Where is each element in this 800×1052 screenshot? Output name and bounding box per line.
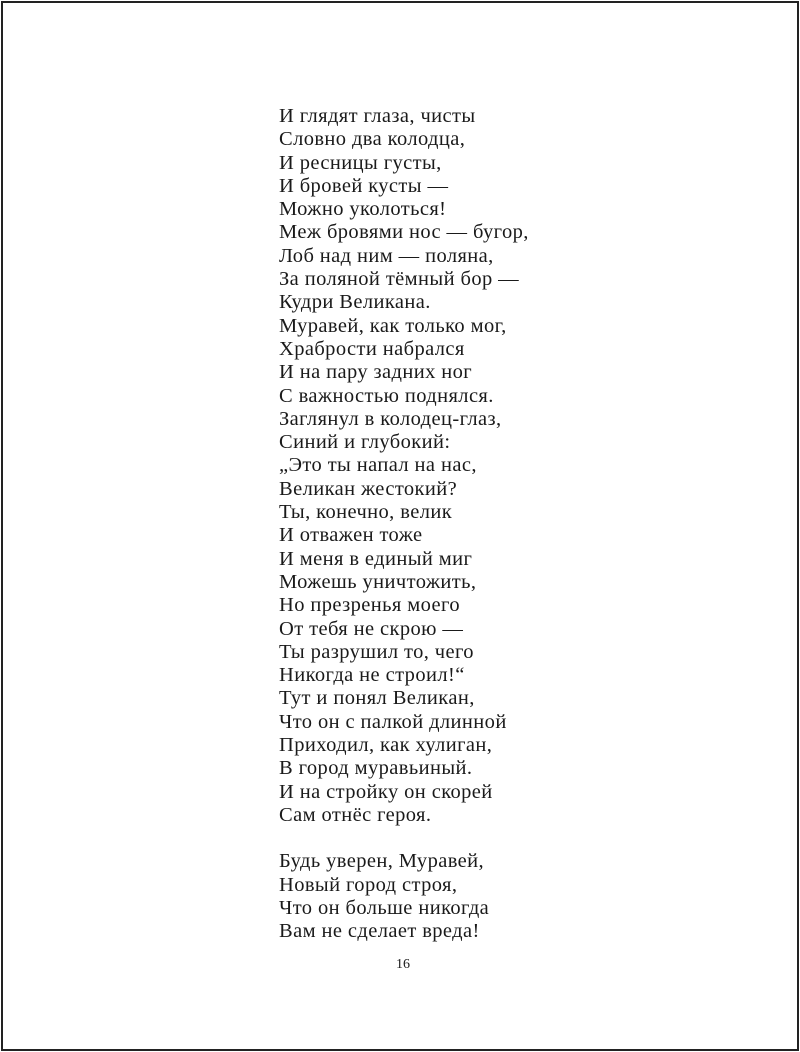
- poem-line: Можно уколоться!: [279, 198, 447, 221]
- poem-line: „Это ты напал на нас,: [279, 454, 477, 477]
- poem-line: Лоб над ним — поляна,: [279, 244, 494, 267]
- poem-line: Но презренья моего: [279, 594, 460, 617]
- poem-line: И на пару задних ног: [279, 361, 473, 384]
- poem-text: [279, 105, 529, 943]
- poem-line: И отважен тоже: [279, 524, 423, 547]
- stanza-2: [279, 850, 529, 943]
- poem-line: Новый город строя,: [279, 873, 458, 896]
- poem-line: И ресницы густы,: [279, 151, 442, 174]
- poem-line: Можешь уничтожить,: [279, 570, 477, 593]
- poem-line: Меж бровями нос — бугор,: [279, 221, 529, 244]
- poem-line: Заглянул в колодец-глаз,: [279, 407, 502, 430]
- poem-line: Вам не сделает вреда!: [279, 920, 480, 943]
- poem-line: И меня в единый миг: [279, 547, 473, 570]
- poem-line: За поляной тёмный бор —: [279, 268, 520, 291]
- poem-line: Сам отнёс героя.: [279, 803, 432, 826]
- stanza-gap: [279, 827, 529, 850]
- poem-line: Ты разрушил то, чего: [279, 640, 474, 663]
- stanza-1: [279, 105, 529, 827]
- poem-line: Что он с палкой длинной: [279, 710, 507, 733]
- poem-line: Никогда не строил!“: [279, 664, 465, 687]
- poem-line: И бровей кусты —: [279, 174, 449, 197]
- poem-line: Будь уверен, Муравей,: [279, 850, 485, 873]
- poem-line: Муравей, как только мог,: [279, 314, 507, 337]
- poem-line: Что он больше никогда: [279, 896, 490, 919]
- page-number: 16: [396, 957, 410, 972]
- poem-line: В город муравьиный.: [279, 757, 473, 780]
- poem-line: Синий и глубокий:: [279, 431, 451, 454]
- poem-line: От тебя не скрою —: [279, 617, 464, 640]
- poem-line: Храбрости набрался: [279, 337, 465, 360]
- poem-line: Тут и понял Великан,: [279, 687, 475, 710]
- poem-line: Ты, конечно, велик: [279, 501, 453, 524]
- poem-line: Кудри Великана.: [279, 291, 431, 314]
- page: [1, 1, 799, 1051]
- poem-line: И глядят глаза, чисты: [279, 105, 476, 127]
- poem-line: Приходил, как хулиган,: [279, 734, 493, 757]
- poem-line: С важностью поднялся.: [279, 384, 494, 407]
- poem-line: Словно два колодца,: [279, 128, 466, 151]
- poem-line: Великан жестокий?: [279, 477, 458, 500]
- poem-line: И на стройку он скорей: [279, 780, 493, 803]
